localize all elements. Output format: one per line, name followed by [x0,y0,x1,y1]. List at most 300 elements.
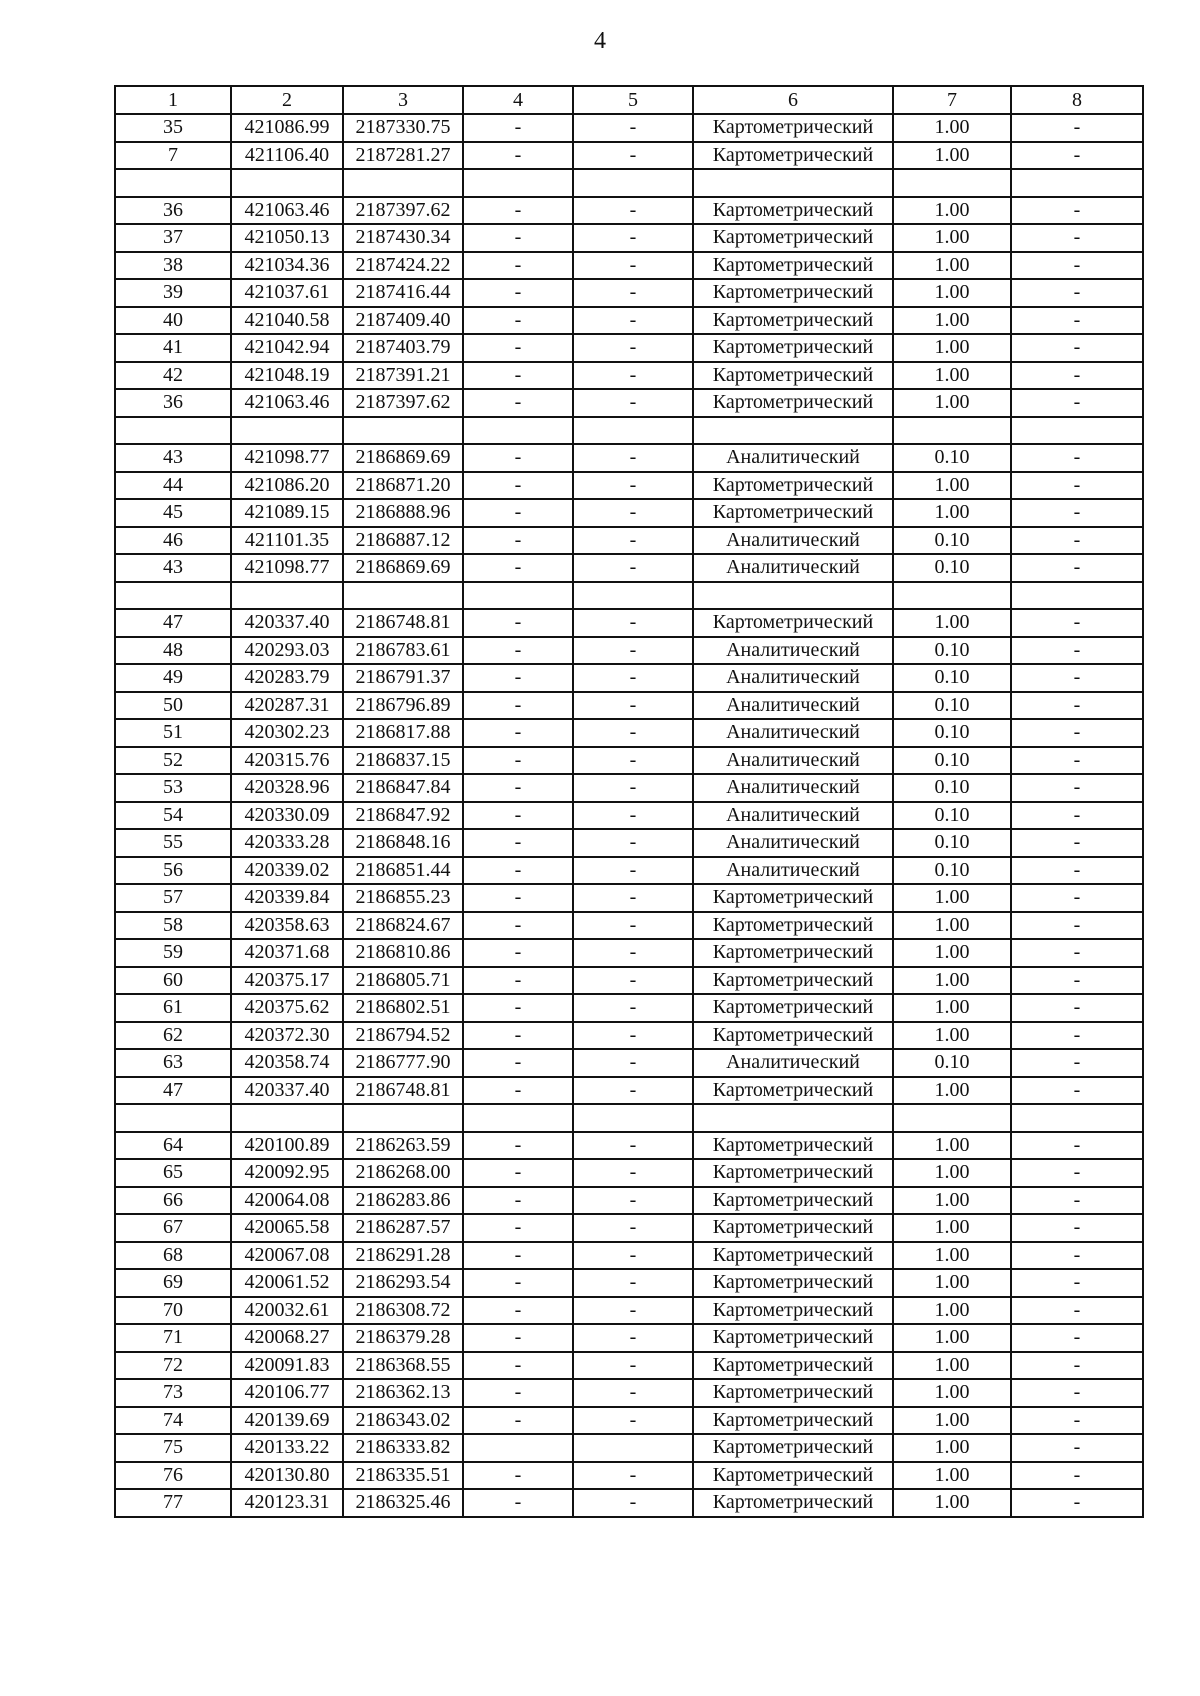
table-cell: 420339.02 [231,857,343,885]
table-cell: Аналитический [693,444,893,472]
table-cell: 421042.94 [231,334,343,362]
table-cell: - [463,1489,573,1517]
table-cell: 1.00 [893,1132,1011,1160]
table-cell: - [463,637,573,665]
table-cell: 2186869.69 [343,444,463,472]
table-cell: 420287.31 [231,692,343,720]
table-cell: 1.00 [893,1022,1011,1050]
table-cell: 63 [115,1049,231,1077]
table-cell: 1.00 [893,884,1011,912]
table-cell: - [463,1297,573,1325]
table-cell: 421048.19 [231,362,343,390]
table-cell: 1.00 [893,307,1011,335]
table-cell: - [573,747,693,775]
table-cell: 2186263.59 [343,1132,463,1160]
table-row [115,719,1143,747]
table-row [115,1214,1143,1242]
table-cell: 420064.08 [231,1187,343,1215]
table-cell [343,582,463,610]
table-cell: 421040.58 [231,307,343,335]
table-row [115,829,1143,857]
table-row [115,802,1143,830]
table-cell: - [1011,389,1143,417]
table-cell: 421106.40 [231,142,343,170]
table-cell: - [573,884,693,912]
table-cell: Аналитический [693,1049,893,1077]
table-cell: 64 [115,1132,231,1160]
table-cell: Аналитический [693,747,893,775]
table-cell: - [1011,774,1143,802]
table-cell: 73 [115,1379,231,1407]
table-cell [231,169,343,197]
table-row [115,1022,1143,1050]
table-cell: 2186824.67 [343,912,463,940]
table-cell: 7 [115,142,231,170]
table-cell: Картометрический [693,499,893,527]
table-cell [343,417,463,445]
table-cell: - [463,1324,573,1352]
table-row [115,554,1143,582]
table-cell [693,1104,893,1132]
table-cell: - [573,197,693,225]
table-cell: 1.00 [893,1159,1011,1187]
table-cell: - [1011,829,1143,857]
table-cell: - [573,719,693,747]
table-cell [693,169,893,197]
table-cell: 40 [115,307,231,335]
table-cell [463,1104,573,1132]
table-cell: - [573,1352,693,1380]
table-row [115,1352,1143,1380]
table-cell: 420372.30 [231,1022,343,1050]
table-header-row [115,86,1143,114]
table-cell: 2186368.55 [343,1352,463,1380]
table-cell: Картометрический [693,1242,893,1270]
table-row [115,252,1143,280]
table-cell: - [573,444,693,472]
table-cell: - [573,939,693,967]
table-cell: 65 [115,1159,231,1187]
table-cell: 41 [115,334,231,362]
table-cell: 0.10 [893,829,1011,857]
table-cell: 2186343.02 [343,1407,463,1435]
table-cell: 2187397.62 [343,197,463,225]
table-cell: 2186325.46 [343,1489,463,1517]
table-cell [893,417,1011,445]
table-cell: 2186847.92 [343,802,463,830]
table-cell: - [1011,499,1143,527]
table-row [115,1407,1143,1435]
table-cell: Аналитический [693,774,893,802]
table-cell: - [1011,114,1143,142]
table-cell: - [463,664,573,692]
table-cell: 420100.89 [231,1132,343,1160]
table-cell: - [463,609,573,637]
table-cell: 2187281.27 [343,142,463,170]
table-cell: 2186794.52 [343,1022,463,1050]
table-cell [231,1104,343,1132]
table-cell: 1.00 [893,1269,1011,1297]
table-cell: 420358.74 [231,1049,343,1077]
table-row [115,884,1143,912]
table-cell: 0.10 [893,857,1011,885]
table-cell: 2186887.12 [343,527,463,555]
table-cell: - [573,527,693,555]
table-cell: 68 [115,1242,231,1270]
table-cell [231,582,343,610]
table-cell: - [1011,967,1143,995]
table-cell: - [1011,362,1143,390]
table-cell: Картометрический [693,279,893,307]
table-cell: 2186293.54 [343,1269,463,1297]
table-cell: 1.00 [893,912,1011,940]
table-cell [463,1434,573,1462]
table-row [115,1104,1143,1132]
table-row [115,609,1143,637]
table-cell [1011,169,1143,197]
table-cell: 49 [115,664,231,692]
table-cell: - [573,857,693,885]
table-cell: 70 [115,1297,231,1325]
table-cell: 420315.76 [231,747,343,775]
table-row [115,224,1143,252]
table-cell: - [463,967,573,995]
table-body [115,114,1143,1517]
table-cell: 2186748.81 [343,1077,463,1105]
table-row [115,1269,1143,1297]
table-cell: - [463,1214,573,1242]
table-cell: 2187409.40 [343,307,463,335]
table-cell: - [573,802,693,830]
table-cell: - [573,1462,693,1490]
table-cell: 421063.46 [231,197,343,225]
table-cell: 420371.68 [231,939,343,967]
table-row [115,197,1143,225]
table-cell: 2187391.21 [343,362,463,390]
table-cell: - [1011,224,1143,252]
table-cell: 420302.23 [231,719,343,747]
table-row [115,1434,1143,1462]
table-cell: 43 [115,554,231,582]
table-cell: 0.10 [893,774,1011,802]
column-header: 2 [231,86,343,114]
table-cell: Картометрический [693,252,893,280]
table-cell: - [573,279,693,307]
table-cell: - [463,857,573,885]
table-cell: - [573,389,693,417]
table-cell: - [573,829,693,857]
table-cell: 2187416.44 [343,279,463,307]
table-cell: 66 [115,1187,231,1215]
table-cell: Картометрический [693,1324,893,1352]
table-cell: - [1011,334,1143,362]
table-row [115,747,1143,775]
table-cell: - [573,1022,693,1050]
table-cell: - [463,692,573,720]
table-cell: 421086.99 [231,114,343,142]
table-cell: - [463,279,573,307]
table-cell: - [1011,1324,1143,1352]
table-cell: Аналитический [693,829,893,857]
table-cell: - [1011,1214,1143,1242]
table-cell: Картометрический [693,1462,893,1490]
table-cell [463,582,573,610]
table-cell: - [573,114,693,142]
table-cell: Картометрический [693,884,893,912]
table-cell: 51 [115,719,231,747]
table-cell: - [573,1242,693,1270]
table-cell: - [1011,747,1143,775]
table-row [115,1489,1143,1517]
table-cell: 57 [115,884,231,912]
table-row [115,1132,1143,1160]
table-cell: 1.00 [893,1462,1011,1490]
table-cell: 0.10 [893,802,1011,830]
table-cell: 1.00 [893,224,1011,252]
table-cell: Картометрический [693,1214,893,1242]
table-cell [115,582,231,610]
table-cell: 2187403.79 [343,334,463,362]
table-cell: 2186791.37 [343,664,463,692]
table-cell: 1.00 [893,1407,1011,1435]
table-cell: 1.00 [893,1077,1011,1105]
table-cell [893,1104,1011,1132]
table-cell: - [463,444,573,472]
table-cell: 2186817.88 [343,719,463,747]
table-cell: Картометрический [693,1077,893,1105]
table-cell: - [573,1077,693,1105]
table-cell: 1.00 [893,1379,1011,1407]
table-cell: - [573,1269,693,1297]
table-cell: 420339.84 [231,884,343,912]
column-header: 8 [1011,86,1143,114]
table-cell: - [1011,664,1143,692]
table-cell: 1.00 [893,472,1011,500]
table-cell: - [463,1132,573,1160]
table-cell: 420106.77 [231,1379,343,1407]
table-cell: - [1011,1022,1143,1050]
table-cell [573,1104,693,1132]
table-cell: - [1011,939,1143,967]
table-cell: 420283.79 [231,664,343,692]
table-cell: - [573,664,693,692]
table-cell: Картометрический [693,994,893,1022]
table-cell [463,169,573,197]
table-cell: 1.00 [893,499,1011,527]
table-cell: - [463,142,573,170]
table-cell: 421089.15 [231,499,343,527]
table-cell: 2186837.15 [343,747,463,775]
table-cell: - [573,362,693,390]
table-cell: 2186869.69 [343,554,463,582]
table-cell [231,417,343,445]
table-cell: - [573,334,693,362]
table-cell: - [1011,1049,1143,1077]
table-cell: 420293.03 [231,637,343,665]
table-cell: - [463,829,573,857]
column-header: 5 [573,86,693,114]
table-cell: 47 [115,609,231,637]
column-header: 4 [463,86,573,114]
table-cell: - [1011,527,1143,555]
table-cell: Картометрический [693,1434,893,1462]
table-cell: - [463,307,573,335]
table-cell: - [573,1324,693,1352]
table-cell: - [573,142,693,170]
table-cell: - [573,912,693,940]
table-cell: Картометрический [693,1187,893,1215]
table-cell: 0.10 [893,554,1011,582]
table-cell: Картометрический [693,939,893,967]
table-cell: - [463,1049,573,1077]
table-cell: 420337.40 [231,609,343,637]
table-cell [1011,582,1143,610]
table-row [115,334,1143,362]
table-cell: Картометрический [693,1297,893,1325]
table-cell: 1.00 [893,389,1011,417]
table-cell: - [463,114,573,142]
table-cell: Картометрический [693,967,893,995]
table-cell [893,582,1011,610]
table-cell: - [573,967,693,995]
column-header: 1 [115,86,231,114]
table-row [115,967,1143,995]
table-cell: 62 [115,1022,231,1050]
table-cell: 69 [115,1269,231,1297]
table-cell: 74 [115,1407,231,1435]
table-cell: Аналитический [693,692,893,720]
table-row [115,472,1143,500]
table-cell: - [463,994,573,1022]
table-row [115,389,1143,417]
table-cell: - [463,1187,573,1215]
table-cell: 420330.09 [231,802,343,830]
table-cell: 56 [115,857,231,885]
table-cell [573,582,693,610]
table-cell: Аналитический [693,857,893,885]
table-row [115,1077,1143,1105]
table-cell: - [463,1462,573,1490]
table-cell: - [463,774,573,802]
table-cell: Аналитический [693,554,893,582]
table-cell: 421101.35 [231,527,343,555]
table-cell: 1.00 [893,1489,1011,1517]
table-cell: 45 [115,499,231,527]
table-cell: 1.00 [893,252,1011,280]
table-cell: Картометрический [693,1132,893,1160]
table-cell: 0.10 [893,664,1011,692]
page-number: 4 [594,28,606,54]
table-cell: 37 [115,224,231,252]
table-cell: 0.10 [893,444,1011,472]
table-row [115,417,1143,445]
table-cell: - [1011,444,1143,472]
table-cell: 77 [115,1489,231,1517]
table-cell: Картометрический [693,334,893,362]
table-cell: 2186888.96 [343,499,463,527]
table-cell [693,582,893,610]
table-cell: - [463,1379,573,1407]
table-cell: - [573,609,693,637]
table-cell: - [463,1242,573,1270]
table-cell: 420068.27 [231,1324,343,1352]
table-cell: 1.00 [893,1352,1011,1380]
table-cell: Картометрический [693,1489,893,1517]
table-cell: - [463,1269,573,1297]
table-row [115,1379,1143,1407]
table-cell: - [573,637,693,665]
table-row [115,1297,1143,1325]
table-row [115,912,1143,940]
table-cell: - [1011,857,1143,885]
table-cell: 420067.08 [231,1242,343,1270]
table-cell: 420139.69 [231,1407,343,1435]
table-cell: 59 [115,939,231,967]
table-cell: 420337.40 [231,1077,343,1105]
table-cell: 2186848.16 [343,829,463,857]
table-cell: 53 [115,774,231,802]
table-cell: 55 [115,829,231,857]
table-cell: - [573,1187,693,1215]
table-cell: 420123.31 [231,1489,343,1517]
table-cell: 36 [115,197,231,225]
table-cell [115,1104,231,1132]
table-cell: - [463,802,573,830]
table-cell: - [1011,719,1143,747]
table-row [115,142,1143,170]
table-cell: 1.00 [893,142,1011,170]
table-cell: - [1011,197,1143,225]
table-cell: 0.10 [893,637,1011,665]
table-cell: 1.00 [893,279,1011,307]
table-cell: 2186333.82 [343,1434,463,1462]
table-row [115,279,1143,307]
table-cell: 38 [115,252,231,280]
table-cell: - [573,692,693,720]
table-cell: 420130.80 [231,1462,343,1490]
table-cell: 46 [115,527,231,555]
table-cell: Картометрический [693,114,893,142]
table-cell [573,417,693,445]
table-cell: 421063.46 [231,389,343,417]
table-cell: - [1011,637,1143,665]
table-cell: 420133.22 [231,1434,343,1462]
table-cell: 67 [115,1214,231,1242]
table-cell: - [573,1159,693,1187]
table-cell: - [573,224,693,252]
table-cell: - [1011,1132,1143,1160]
table-cell: - [1011,1269,1143,1297]
table-cell [343,1104,463,1132]
table-cell: 1.00 [893,1242,1011,1270]
column-header: 7 [893,86,1011,114]
table-cell: 420375.62 [231,994,343,1022]
table-row [115,1049,1143,1077]
table-cell: 2187430.34 [343,224,463,252]
table-cell: 2186308.72 [343,1297,463,1325]
table-cell: 60 [115,967,231,995]
table-cell: - [1011,142,1143,170]
table-cell: - [463,472,573,500]
table-row [115,114,1143,142]
table-cell: - [573,499,693,527]
table-cell: 1.00 [893,362,1011,390]
table-cell: 44 [115,472,231,500]
table-cell: - [463,1159,573,1187]
table-cell: 420065.58 [231,1214,343,1242]
table-cell: - [1011,1077,1143,1105]
table-cell: - [1011,554,1143,582]
